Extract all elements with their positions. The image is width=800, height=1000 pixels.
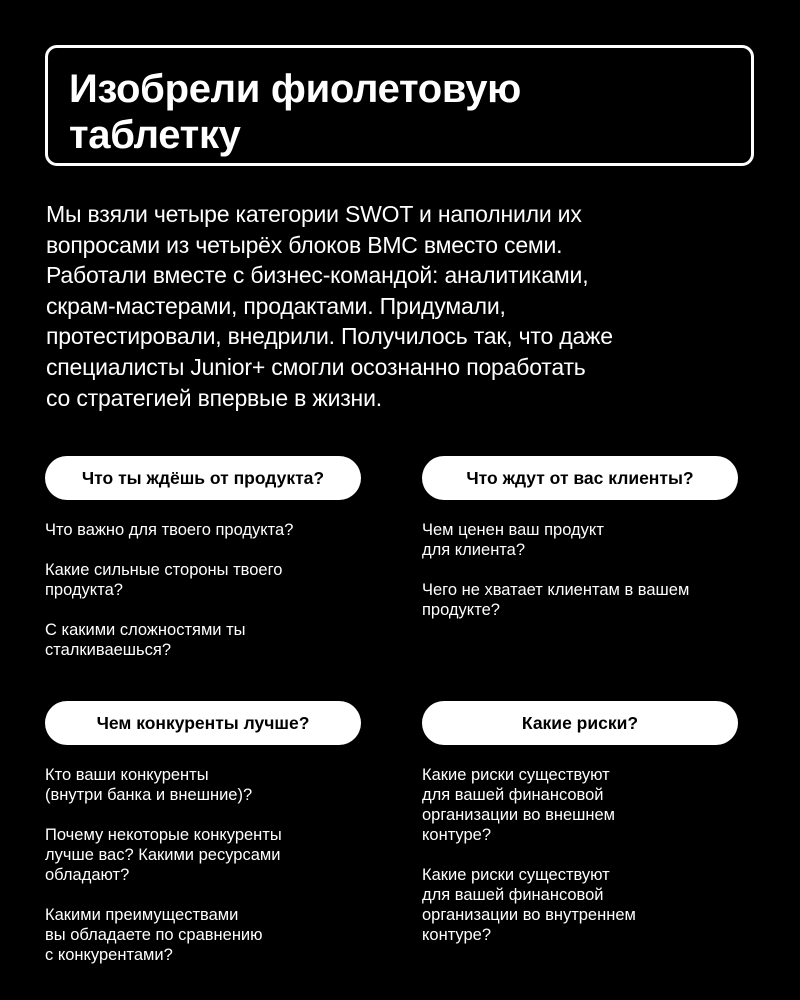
question-line: С какими сложностями ты <box>45 621 246 639</box>
question-line: организации во внешнем <box>422 806 615 824</box>
question-line: для клиента? <box>422 541 526 559</box>
question-line: Чем ценен ваш продукт <box>422 521 604 539</box>
question-item <box>422 765 762 845</box>
question-item <box>45 520 385 540</box>
title-box <box>45 45 754 166</box>
question-line: с конкурентами? <box>45 946 173 964</box>
question-item <box>45 560 385 600</box>
question-line: вы обладаете по сравнению <box>45 926 263 944</box>
question-line: Какие сильные стороны твоего <box>45 561 283 579</box>
question-line: сталкиваешься? <box>45 641 171 659</box>
intro-line: протестировали, внедрили. Получилось так, что даже <box>46 323 613 350</box>
card-product-expectations <box>45 456 385 680</box>
question-line: продукте? <box>422 601 500 619</box>
question-list <box>45 520 385 660</box>
question-line: для вашей финансовой <box>422 786 604 804</box>
question-line: обладают? <box>45 866 130 884</box>
intro-line: со стратегией впервые в жизни. <box>46 384 382 411</box>
title-line-2: таблетку <box>69 113 241 157</box>
title-line-1: Изобрели фиолетовую <box>69 67 521 111</box>
question-line: Какими преимуществами <box>45 906 239 924</box>
question-line: Какие риски существуют <box>422 866 610 884</box>
intro-line: Работали вместе с бизнес-командой: аналитиками, <box>46 262 589 289</box>
question-line: Что важно для твоего продукта? <box>45 521 294 539</box>
intro-line: специалисты Junior+ смогли осознанно поработать <box>46 353 586 380</box>
question-item <box>45 765 385 805</box>
card-competitors <box>45 701 385 985</box>
question-line: (внутри банка и внешние)? <box>45 786 253 804</box>
card-heading-pill: Что ждут от вас клиенты? <box>422 456 738 500</box>
question-item <box>45 825 385 885</box>
question-line: лучше вас? Какими ресурсами <box>45 846 281 864</box>
question-line: для вашей финансовой <box>422 886 604 904</box>
card-heading-pill: Что ты ждёшь от продукта? <box>45 456 361 500</box>
question-item <box>45 620 385 660</box>
question-list <box>422 520 762 620</box>
question-line: Кто ваши конкуренты <box>45 766 209 784</box>
card-risks <box>422 701 762 965</box>
card-heading-pill: Чем конкуренты лучше? <box>45 701 361 745</box>
intro-line: Мы взяли четыре категории SWOT и наполнили их <box>46 201 582 227</box>
question-item <box>422 520 762 560</box>
question-list <box>45 765 385 965</box>
intro-paragraph <box>46 199 766 413</box>
card-client-expectations <box>422 456 762 640</box>
question-line: Чего не хватает клиентам в вашем <box>422 581 690 599</box>
question-item <box>422 865 762 945</box>
question-line: Почему некоторые конкуренты <box>45 826 282 844</box>
question-item <box>45 905 385 965</box>
question-line: продукта? <box>45 581 123 599</box>
intro-line: вопросами из четырёх блоков ВМС вместо семи. <box>46 231 563 258</box>
question-line: организации во внутреннем <box>422 906 636 924</box>
question-item <box>422 580 762 620</box>
question-line: Какие риски существуют <box>422 766 610 784</box>
question-line: контуре? <box>422 826 492 844</box>
card-heading-pill: Какие риски? <box>422 701 738 745</box>
intro-line: скрам-мастерами, продактами. Придумали, <box>46 292 506 319</box>
question-list <box>422 765 762 945</box>
question-line: контуре? <box>422 926 492 944</box>
